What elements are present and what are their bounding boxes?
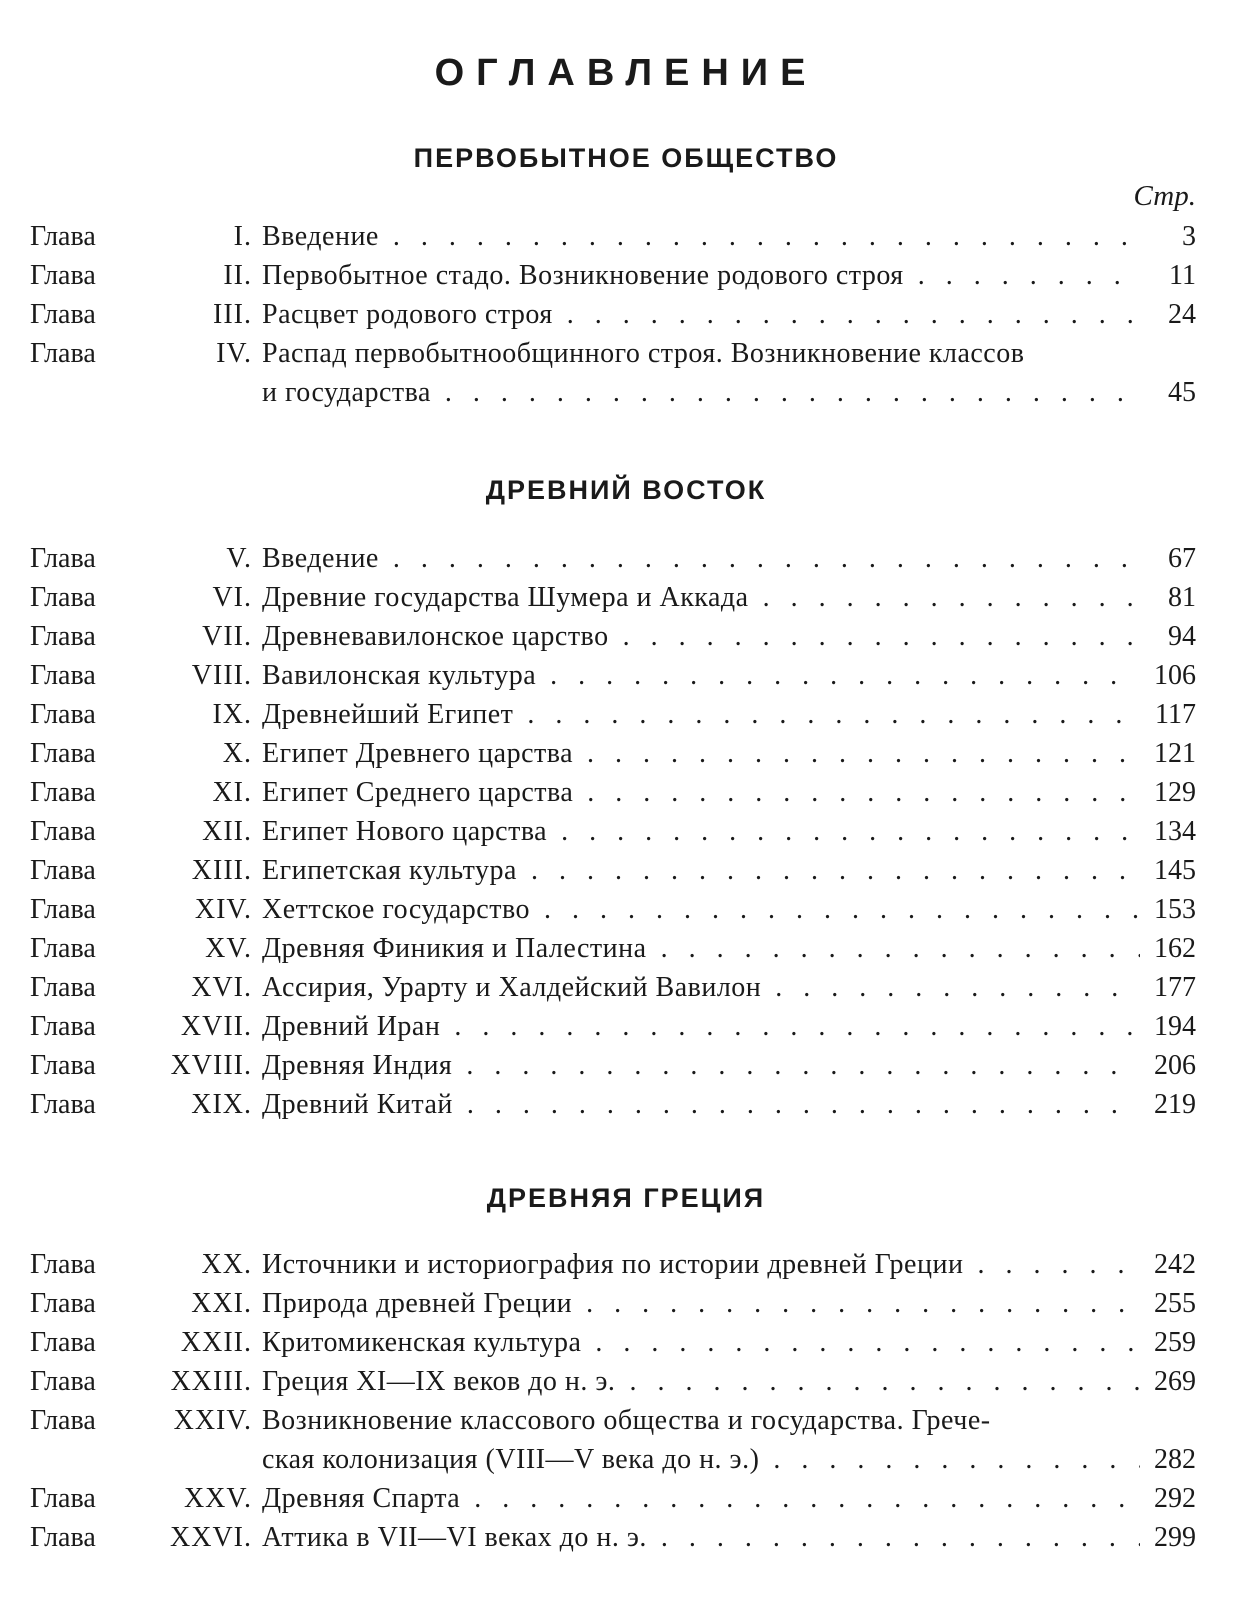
chapter-label: Глава (30, 1327, 96, 1358)
toc-entry[interactable] (0, 1007, 1252, 1046)
toc-entry[interactable] (0, 539, 1252, 578)
chapter-title: Древние государства Шумера и Аккада . . . (262, 578, 1140, 617)
chapter-label: Глава (30, 777, 96, 808)
page-number: 121 (1154, 738, 1196, 769)
toc-list (0, 1245, 1252, 1557)
chapter-title: Аттика в VII—VI веках до н. э. . . . (262, 1518, 1140, 1557)
page-number: 177 (1154, 972, 1196, 1003)
page-number: 145 (1154, 855, 1196, 886)
chapter-number: IV. (216, 338, 252, 369)
page-number: 162 (1154, 933, 1196, 964)
page-number: 259 (1154, 1327, 1196, 1358)
toc-entry[interactable] (0, 812, 1252, 851)
chapter-title-continuation: ская колонизация (VIII—V века до н. э.) . . . (262, 1440, 1140, 1479)
page-number: 299 (1154, 1522, 1196, 1553)
toc-entry[interactable] (0, 734, 1252, 773)
chapter-title: Египетская культура . . . (262, 851, 1140, 890)
page-number: 3 (1182, 221, 1196, 252)
page-number: 45 (1168, 377, 1196, 408)
toc-entry[interactable] (0, 1046, 1252, 1085)
page-number: 292 (1154, 1483, 1196, 1514)
chapter-title-line: Возникновение классового общества и государства. Грече- (262, 1405, 991, 1436)
chapter-number: XXI. (191, 1288, 252, 1319)
chapter-number: XI. (212, 777, 252, 808)
toc-entry[interactable] (0, 695, 1252, 734)
chapter-title: Хеттское государство . . . (262, 890, 1140, 929)
chapter-number: XIII. (191, 855, 252, 886)
chapter-title: Первобытное стадо. Возникновение родового строя . . . (262, 256, 1140, 295)
chapter-label: Глава (30, 582, 96, 613)
toc-entry[interactable] (0, 295, 1252, 334)
toc-entry[interactable] (0, 1518, 1252, 1557)
toc-entry[interactable] (0, 334, 1252, 412)
page-number: 194 (1154, 1011, 1196, 1042)
chapter-label: Глава (30, 855, 96, 886)
toc-entry[interactable] (0, 1401, 1252, 1479)
chapter-label: Глава (30, 543, 96, 574)
chapter-number: XXIV. (173, 1405, 252, 1436)
page-number: 242 (1154, 1249, 1196, 1280)
chapter-label: Глава (30, 1249, 96, 1280)
chapter-label: Глава (30, 660, 96, 691)
toc-entry[interactable] (0, 217, 1252, 256)
page-column-label: Стр. (1133, 180, 1196, 212)
toc-entry[interactable] (0, 929, 1252, 968)
page-number: 106 (1154, 660, 1196, 691)
chapter-title: Древний Китай . . . (262, 1085, 1140, 1124)
chapter-title: Египет Среднего царства . . . (262, 773, 1140, 812)
page-number: 206 (1154, 1050, 1196, 1081)
page-number: 24 (1168, 299, 1196, 330)
page-number: 129 (1154, 777, 1196, 808)
chapter-number: XXV. (183, 1483, 252, 1514)
chapter-label: Глава (30, 338, 96, 369)
toc-entry[interactable] (0, 1245, 1252, 1284)
toc-entry[interactable] (0, 256, 1252, 295)
chapter-label: Глава (30, 816, 96, 847)
page-number: 219 (1154, 1089, 1196, 1120)
chapter-number: V. (226, 543, 252, 574)
toc-entry[interactable] (0, 1085, 1252, 1124)
chapter-label: Глава (30, 1522, 96, 1553)
chapter-title: Введение . . . (262, 217, 1140, 256)
chapter-title: Вавилонская культура . . . (262, 656, 1140, 695)
toc-entry[interactable] (0, 1284, 1252, 1323)
chapter-title: Древнейший Египет . . . (262, 695, 1140, 734)
chapter-title: Греция XI—IX веков до н. э. . . . (262, 1362, 1140, 1401)
chapter-title: Древняя Индия . . . (262, 1046, 1140, 1085)
section-title: ПЕРВОБЫТНОЕ ОБЩЕСТВО (413, 143, 839, 173)
toc-entry[interactable] (0, 578, 1252, 617)
chapter-title: Древневавилонское царство . . . (262, 617, 1140, 656)
toc-list (0, 217, 1252, 412)
chapter-title: Ассирия, Урарту и Халдейский Вавилон . . . (262, 968, 1140, 1007)
chapter-label: Глава (30, 260, 96, 291)
toc-entry[interactable] (0, 890, 1252, 929)
toc-entry[interactable] (0, 851, 1252, 890)
page-number: 134 (1154, 816, 1196, 847)
chapter-title: Природа древней Греции . . . (262, 1284, 1140, 1323)
chapter-number: XVIII. (170, 1050, 252, 1081)
toc-entry[interactable] (0, 617, 1252, 656)
chapter-label: Глава (30, 933, 96, 964)
page-title: ОГЛАВЛЕНИЕ (434, 52, 818, 94)
chapter-number: XII. (202, 816, 252, 847)
page-number: 94 (1168, 621, 1196, 652)
chapter-number: X. (222, 738, 252, 769)
chapter-number: XVI. (191, 972, 252, 1003)
toc-entry[interactable] (0, 1479, 1252, 1518)
toc-entry[interactable] (0, 1362, 1252, 1401)
chapter-label: Глава (30, 1405, 96, 1436)
chapter-number: XXIII. (170, 1366, 252, 1397)
page-number: 67 (1168, 543, 1196, 574)
chapter-number: XX. (201, 1249, 252, 1280)
chapter-title: Расцвет родового строя . . . (262, 295, 1140, 334)
chapter-number: VI. (212, 582, 252, 613)
chapter-number: XIX. (191, 1089, 252, 1120)
chapter-title: Источники и историография по истории древней Греции . . . (262, 1245, 1140, 1284)
chapter-title: Критомикенская культура . . . (262, 1323, 1140, 1362)
toc-entry[interactable] (0, 656, 1252, 695)
chapter-number: VIII. (191, 660, 252, 691)
chapter-label: Глава (30, 699, 96, 730)
page-number: 81 (1168, 582, 1196, 613)
chapter-label: Глава (30, 1050, 96, 1081)
chapter-number: III. (213, 299, 252, 330)
chapter-title (262, 1401, 1140, 1479)
chapter-number: XV. (205, 933, 252, 964)
chapter-title-line: Распад первобытнообщинного строя. Возникновение классов (262, 338, 1025, 369)
chapter-title (262, 334, 1140, 412)
chapter-title: Египет Древнего царства . . . (262, 734, 1140, 773)
chapter-label: Глава (30, 1011, 96, 1042)
chapter-title: Древний Иран . . . (262, 1007, 1140, 1046)
page-number: 153 (1154, 894, 1196, 925)
chapter-number: XVII. (180, 1011, 252, 1042)
chapter-title: Древняя Финикия и Палестина . . . (262, 929, 1140, 968)
chapter-number: XIV. (194, 894, 252, 925)
chapter-label: Глава (30, 1483, 96, 1514)
chapter-label: Глава (30, 972, 96, 1003)
toc-list (0, 539, 1252, 1124)
chapter-label: Глава (30, 221, 96, 252)
chapter-label: Глава (30, 621, 96, 652)
chapter-label: Глава (30, 299, 96, 330)
chapter-number: VII. (202, 621, 252, 652)
chapter-label: Глава (30, 738, 96, 769)
chapter-number: XXII. (180, 1327, 252, 1358)
toc-entry[interactable] (0, 968, 1252, 1007)
page-number: 282 (1154, 1444, 1196, 1475)
chapter-number: I. (233, 221, 252, 252)
chapter-label: Глава (30, 1288, 96, 1319)
chapter-label: Глава (30, 1089, 96, 1120)
page-number: 269 (1154, 1366, 1196, 1397)
toc-entry[interactable] (0, 1323, 1252, 1362)
chapter-label: Глава (30, 1366, 96, 1397)
chapter-number: XXVI. (170, 1522, 252, 1553)
chapter-title: Египет Нового царства . . . (262, 812, 1140, 851)
chapter-title: Древняя Спарта . . . (262, 1479, 1140, 1518)
page-number: 255 (1154, 1288, 1196, 1319)
section-title: ДРЕВНЯЯ ГРЕЦИЯ (486, 1183, 766, 1213)
page-number: 11 (1169, 260, 1196, 291)
page-number: 117 (1155, 699, 1196, 730)
toc-entry[interactable] (0, 773, 1252, 812)
chapter-title-continuation: и государства . . . (262, 373, 1140, 412)
section-title: ДРЕВНИЙ ВОСТОК (485, 475, 767, 505)
chapter-number: IX. (212, 699, 252, 730)
chapter-number: II. (223, 260, 252, 291)
chapter-label: Глава (30, 894, 96, 925)
chapter-title: Введение . . . (262, 539, 1140, 578)
